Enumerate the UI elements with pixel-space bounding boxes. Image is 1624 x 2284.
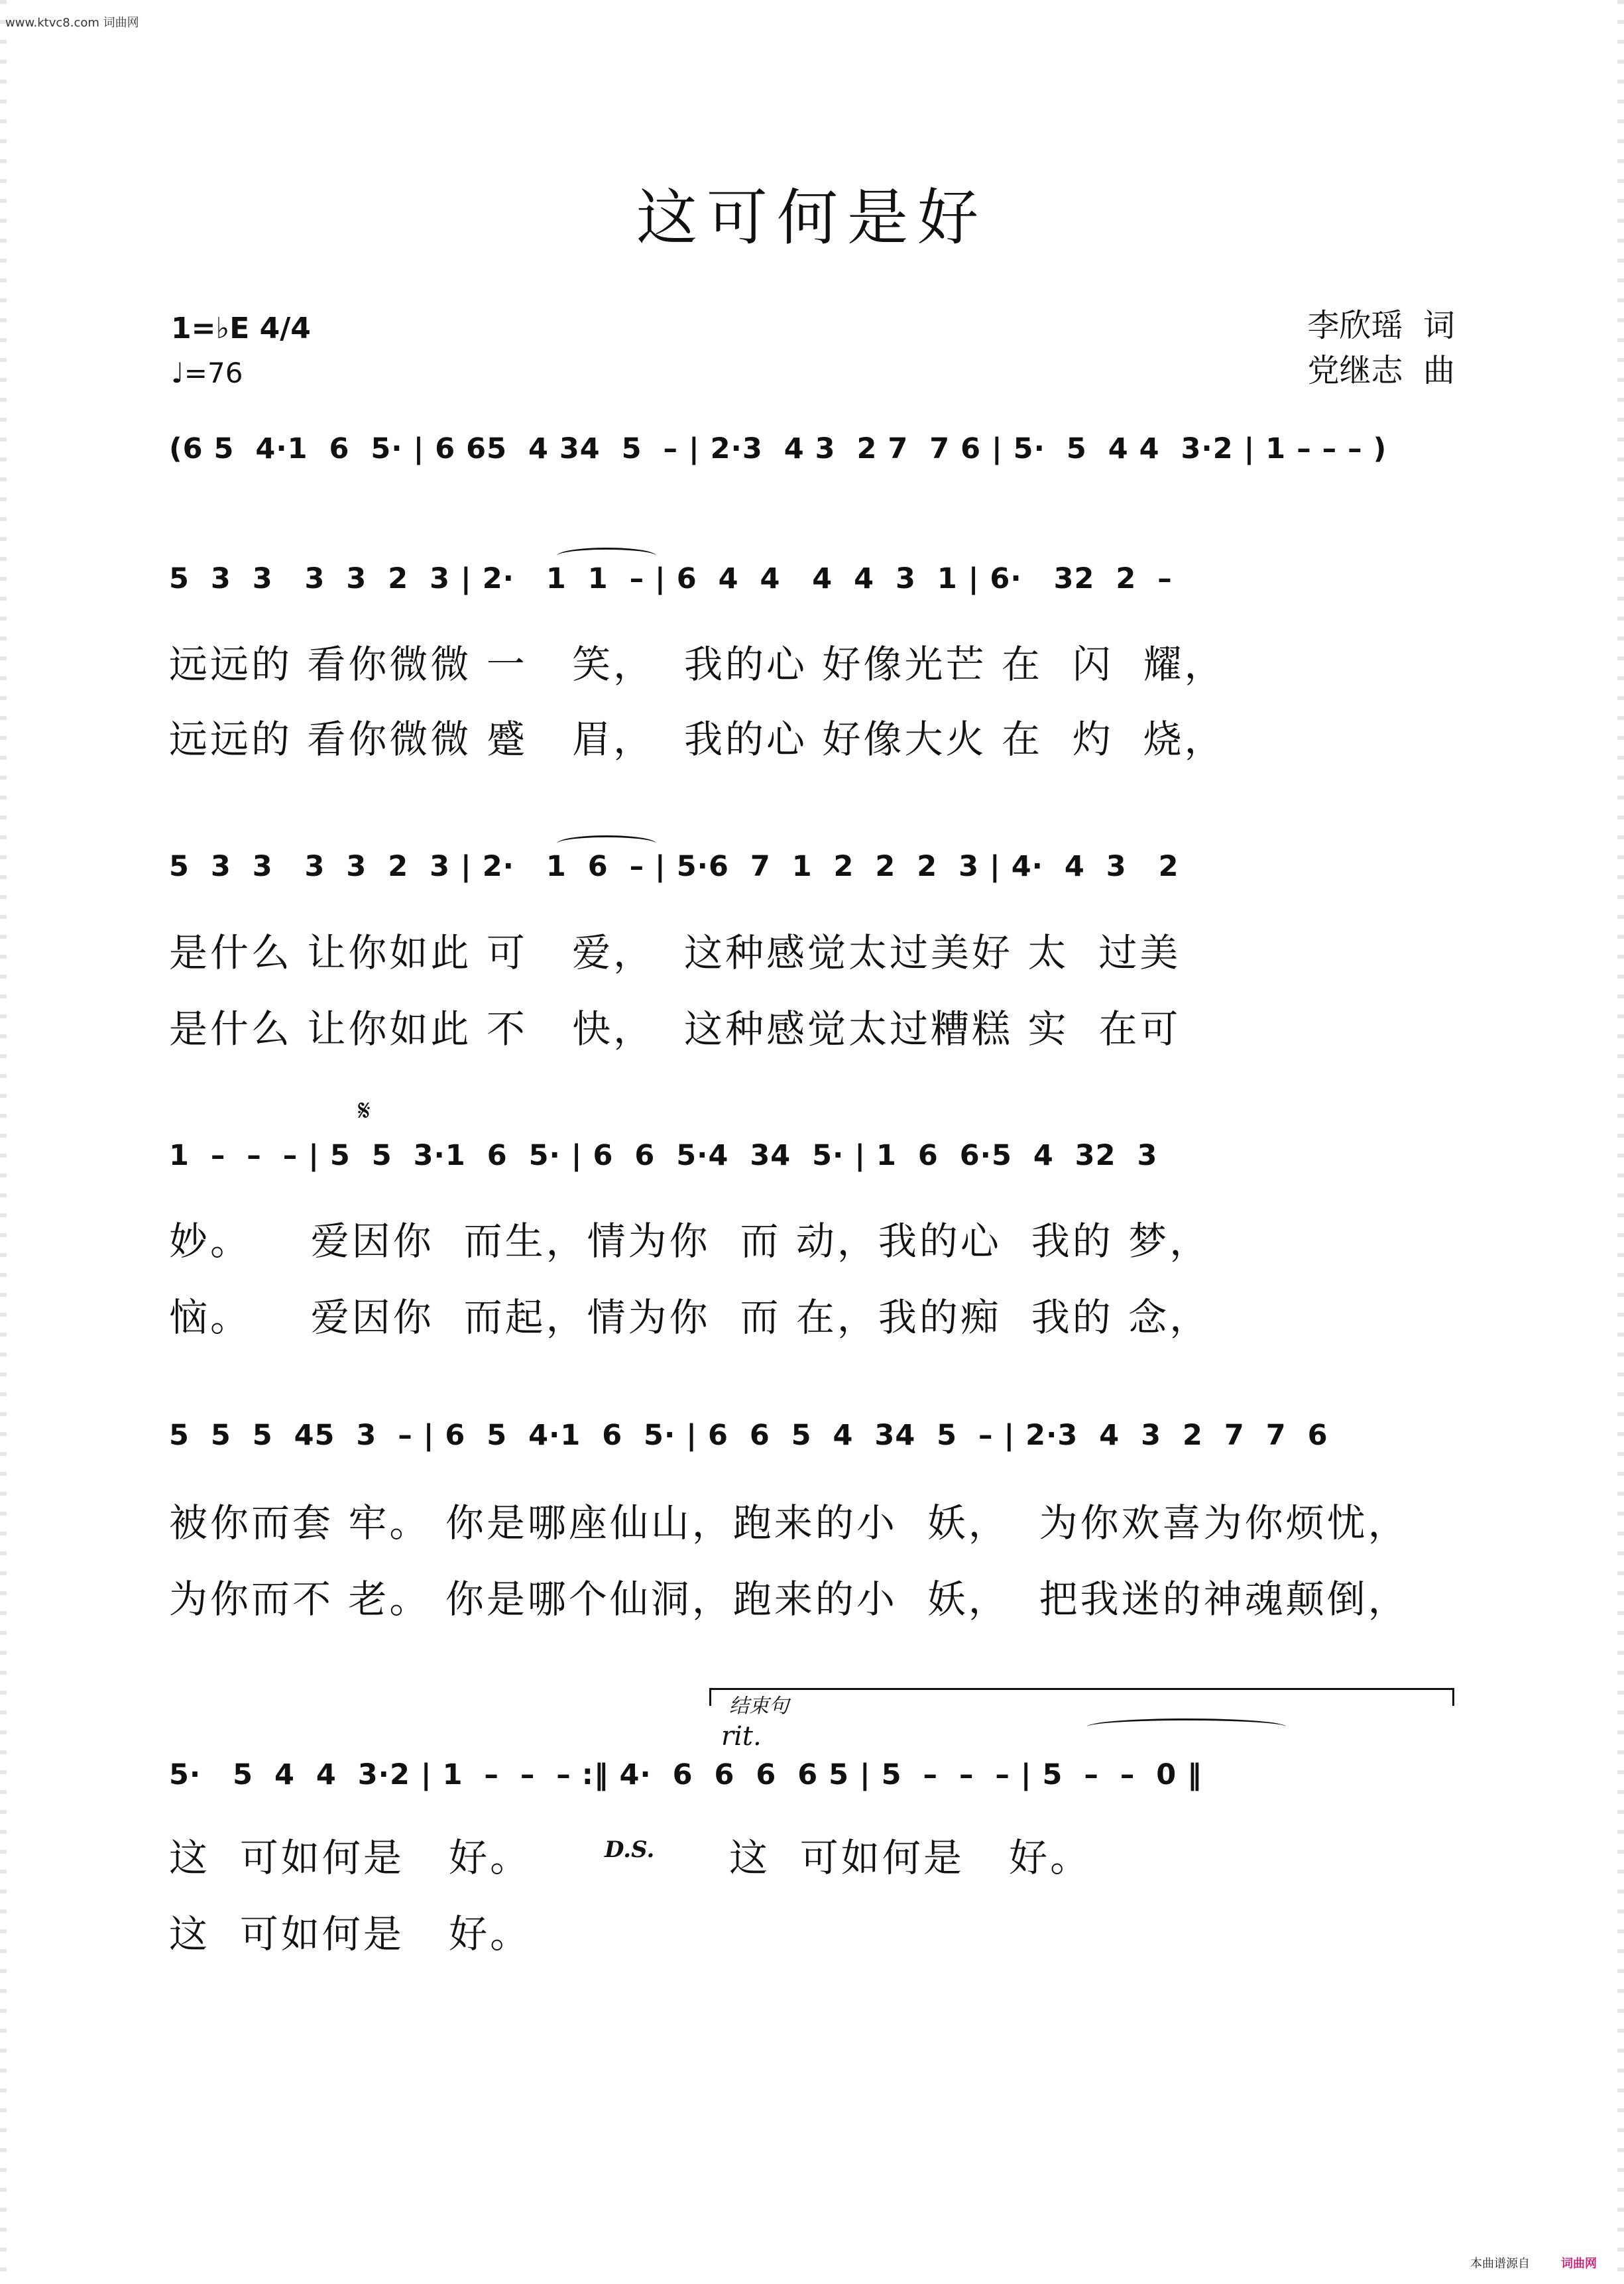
row5-lyric-verse1: 这 可如何是 好。: [169, 1835, 532, 1880]
row1-lyric-verse2: 远远的 看你微微 蹙 眉， 我的心 好像大火 在 灼 烧，: [169, 717, 1226, 762]
row1-notes: 5 3 3 3 3 2 3 | 2· 1 1 – | 6 4 4 4 4 3 1 | 6· 32 2 –: [169, 562, 1173, 595]
slur-mark: [1087, 1718, 1286, 1735]
lyricist-credit: 李欣瑶 词: [1307, 307, 1455, 344]
ds-marking: D.S.: [605, 1836, 655, 1863]
row4-notes: 5 5 5 45 3 – | 6 5 4·1 6 5· | 6 6 5 4 34 5 – | 2·3 4 3 2 7 7 6: [169, 1419, 1328, 1452]
row4-lyric-verse1: 被你而套 牢。 你是哪座仙山，跑来的小 妖， 为你欢喜为你烦忧，: [169, 1500, 1409, 1545]
row5-notes: 5· 5 4 4 3·2 | 1 – – – :‖ 4· 6 6 6 6 5 | 5 – – – | 5 – – 0 ‖: [169, 1758, 1202, 1791]
tempo-marking: ♩=76: [171, 357, 243, 389]
ending-bracket: [709, 1688, 1454, 1706]
row1-lyric-verse1: 远远的 看你微微 一 笑， 我的心 好像光芒 在 闪 耀，: [169, 642, 1226, 687]
row3-notes: 1 – – – | 5 5 3·1 6 5· | 6 6 5·4 34 5· | 1 6 6·5 4 32 3: [169, 1139, 1158, 1172]
site-label: www.ktvc8.com 词曲网: [5, 16, 139, 30]
row5-lyric-verse2: 这 可如何是 好。: [169, 1911, 532, 1956]
left-edge-strip: [0, 0, 7, 2284]
ending-lyric: 这 可如何是 好。: [729, 1835, 1092, 1880]
right-edge-strip: [1617, 0, 1624, 2284]
row3-lyric-verse1: 妙。 爱因你 而生，情为你 而 动，我的心 我的 梦，: [169, 1219, 1211, 1264]
row2-lyric-verse1: 是什么 让你如此 可 爱， 这种感觉太过美好 太 过美: [169, 930, 1181, 975]
rit-marking: rit.: [721, 1721, 762, 1752]
composer-credit: 党继志 曲: [1307, 352, 1455, 389]
footer-brand: 词曲网: [1561, 2257, 1597, 2271]
row3-lyric-verse2: 恼。 爱因你 而起，情为你 而 在，我的痴 我的 念，: [169, 1295, 1211, 1340]
row2-lyric-verse2: 是什么 让你如此 不 快， 这种感觉太过糟糕 实 在可: [169, 1006, 1181, 1052]
song-title: 这可何是好: [636, 182, 988, 253]
key-signature: 1=♭E 4/4: [171, 312, 311, 345]
intro-notes: (6 5 4·1 6 5· | 6 65 4 34 5 – | 2·3 4 3 2 7 7 6 | 5· 5 4 4 3·2 | 1 – – – ): [169, 432, 1387, 465]
footer-note: 本曲谱源自: [1470, 2257, 1530, 2271]
ending-label: 结束句: [729, 1695, 789, 1718]
row2-notes: 5 3 3 3 3 2 3 | 2· 1 6 – | 5·6 7 1 2 2 2 3 | 4· 4 3 2: [169, 850, 1179, 883]
row4-lyric-verse2: 为你而不 老。 你是哪个仙洞，跑来的小 妖， 把我迷的神魂颠倒，: [169, 1577, 1409, 1622]
segno-mark: 𝄋: [358, 1094, 371, 1128]
